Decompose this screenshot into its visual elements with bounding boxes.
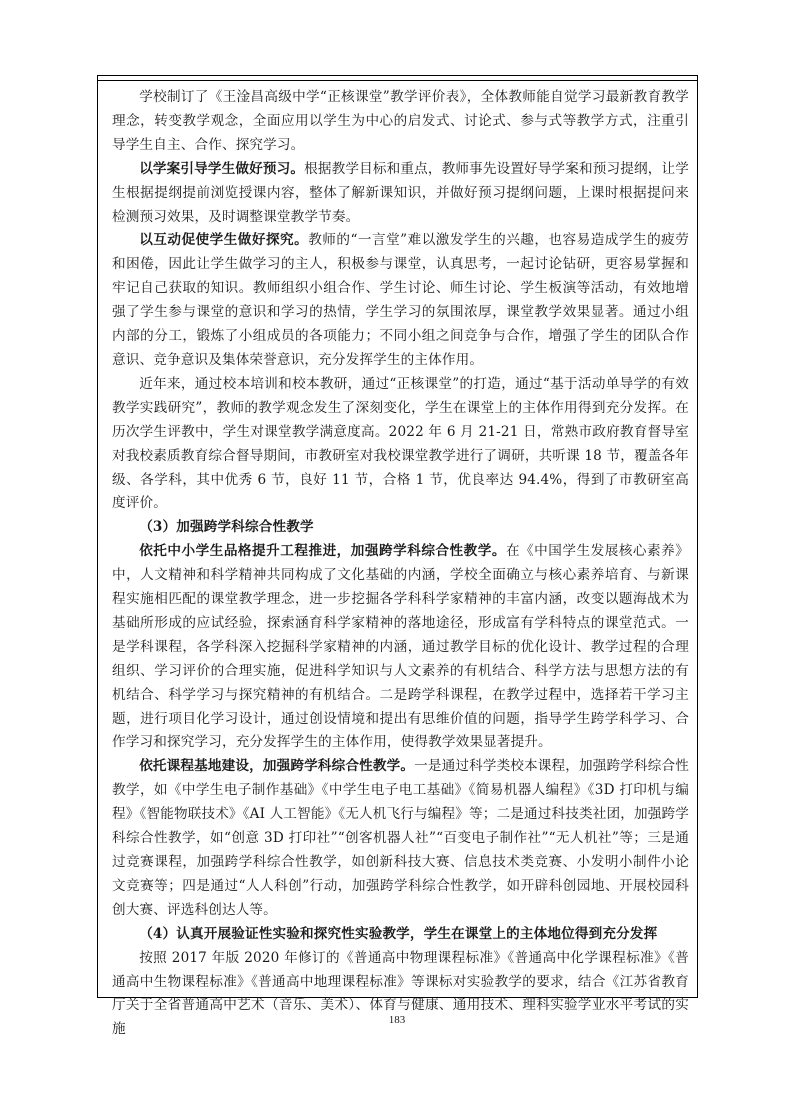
paragraph-text: 一是通过科学类校本课程，加强跨学科综合性教学，如《中学生电子制作基础》《中学生电子电工基础》《简易机器人编程》《3D 打印机与编程》《智能物联技术》《AI 人工智能》《无人机飞行与编程》等；二是通过科技类社团，加强跨学科综合性教学，如“创意 3D 打印社”“创客机器人社”“百变电子制作社”“无人机社”等；三是通过竞赛课程，加强跨学科综合性教学，如创新科技大赛、信息技术类竞赛、小发明小制件小论文竞赛等；四是通过“人人科创”行动，加强跨学科综合性教学，如开辟科创园地、开展校园科创大赛、评选科创达人等。	[112, 758, 689, 918]
page-number: 183	[388, 1014, 406, 1026]
paragraph-inquiry	[112, 229, 689, 372]
paragraph-lead: 依托课程基地建设，加强跨学科综合性教学。	[139, 758, 415, 775]
paragraph-recent-years	[112, 373, 689, 516]
paragraph-text: 近年来，通过校本培训和校本教研，通过“正核课堂”的打造，通过“基于活动单导学的有效教学实践研究”，教师的教学观念发生了深刻变化，学生在课堂上的主体作用得到充分发挥。在历次学生评教中，学生对课堂教学满意度高。2022 年 6 月 21-21 日，常熟市政府教育督导室对我校素质教育综合督导期间，市教研室对我校课堂教学进行了调研，共听课 18 节，覆盖各年级、各学科，其中优秀 6 节，良好 11 节，合格 1 节，优良率达 94.4%，得到了市教研室高度评价。	[112, 375, 689, 512]
paragraph-evaluation-table	[112, 86, 689, 158]
paragraph-text: 教师的“一言堂”难以激发学生的兴趣，也容易造成学生的疲劳和困倦，因此让学生做学习的主人，积极参与课堂，认真思考，一起讨论钻研，更容易掌握和牢记自己获取的知识。教师组织小组合作、学生讨论、师生讨论、学生板演等活动，有效地增强了学生参与课堂的意识和学习的热情，学生学习的氛围浓厚，课堂教学效果显著。通过小组内部的分工，锻炼了小组成员的各项能力；不同小组之间竞争与合作，增强了学生的团队合作意识、竞争意识及集体荣誉意识，充分发挥学生的主体作用。	[112, 232, 689, 368]
paragraph-lead: 依托中小学生品格提升工程推进，加强跨学科综合性教学。	[139, 543, 506, 560]
paragraph-preview	[112, 158, 689, 230]
paragraph-text: 根据教学目标和重点，教师事先设置好导学案和预习提纲，让学生根据提纲提前浏览授课内容，整体了解新课知识，并做好预习提纲问题，上课时根据提问来检测预习效果，及时调整课堂教学节奏。	[112, 160, 689, 225]
section-heading-4: （4）认真开展验证性实验和探究性实验教学，学生在课堂上的主体地位得到充分发挥	[139, 925, 658, 942]
document-body	[112, 86, 689, 1042]
paragraph-character-project	[112, 540, 689, 755]
paragraph-text: 在《中国学生发展核心素养》中，人文精神和科学精神共同构成了文化基础的内涵，学校全面确立与核心素养培育、与新课程实施相匹配的课堂教学理念，进一步挖掘各学科科学家精神的丰富内涵，改变以题海战术为基础所形成的应试经验，探索涵育科学家精神的落地途径，形成富有学科特点的课堂范式。一是学科课程，各学科深入挖掘科学家精神的内涵，通过教学目标的优化设计、教学过程的合理组织、学习评价的合理实施，促进科学知识与人文素养的有机结合、科学方法与思想方法的有机结合、科学学习与探究精神的有机结合。二是跨学科课程，在教学过程中，选择若干学习主题，进行项目化学习设计，通过创设情境和提出有思维价值的问题，指导学生跨学科学习、合作学习和探究学习，充分发挥学生的主体作用，使得教学效果显著提升。	[112, 543, 689, 751]
paragraph-text: 学校制订了《王淦昌高级中学“正核课堂”教学评价表》，全体教师能自觉学习最新教育教学理念，转变教学观念，全面应用以学生为中心的启发式、讨论式、参与式等教学方式，注重引导学生自主、合作、探究学习。	[112, 89, 689, 153]
paragraph-curriculum-standards	[112, 947, 689, 1043]
section-heading-3: （3）加强跨学科综合性教学	[139, 519, 314, 536]
paragraph-text: 按照 2017 年版 2020 年修订的《普通高中物理课程标准》《普通高中化学课程标准》《普通高中生物课程标准》《普通高中地理课程标准》等课标对实验教学的要求，结合《江苏省教育厅关于全省普通高中艺术（音乐、美术）、体育与健康、通用技术、理科实验学业水平考试的实施	[112, 949, 689, 1038]
paragraph-lead: 以学案引导学生做好预习。	[139, 160, 305, 177]
paragraph-lead: 以互动促使学生做好探究。	[139, 232, 309, 249]
paragraph-course-base	[112, 755, 689, 922]
